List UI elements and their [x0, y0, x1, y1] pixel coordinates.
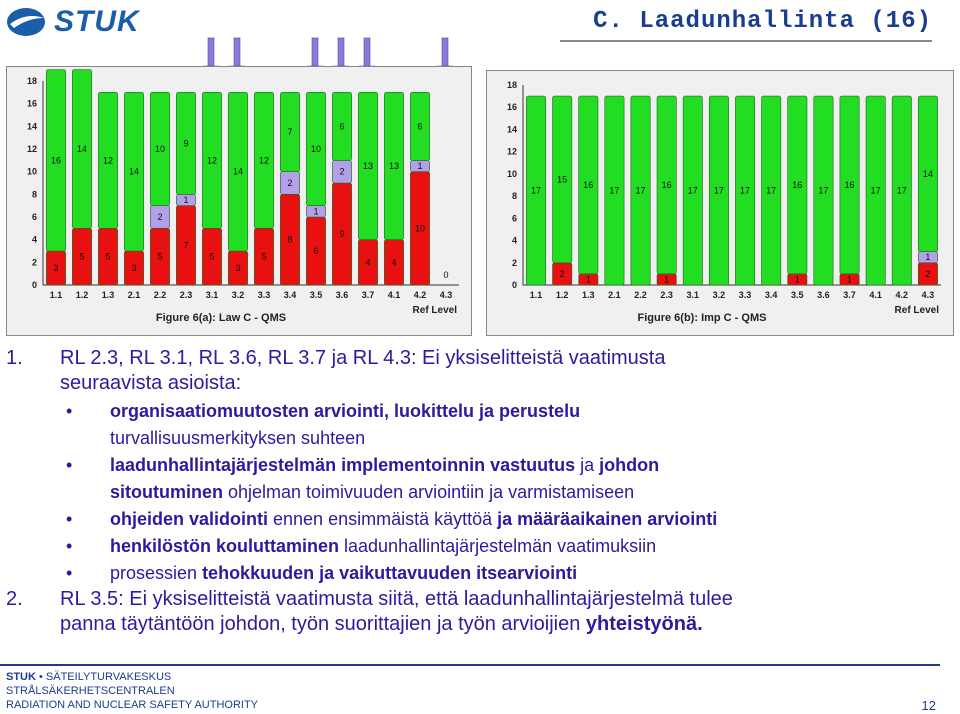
item-2: 2. RL 3.5: Ei yksiselitteistä vaatimusta siitä, että laadunhallintajärjestelmä tulee — [6, 588, 733, 610]
y-tick-label: 10 — [506, 168, 517, 179]
y-tick-label: 18 — [506, 80, 517, 90]
data-label: 17 — [609, 185, 620, 196]
data-label: 1 — [847, 274, 853, 285]
footer-divider — [0, 664, 940, 666]
data-label: 9 — [183, 138, 189, 149]
data-label: 17 — [818, 185, 829, 196]
data-label: 7 — [183, 240, 189, 251]
x-tick-label: 1.2 — [555, 290, 569, 300]
y-tick-label: 18 — [26, 76, 37, 86]
chart-law-c — [6, 66, 472, 336]
item-1-cont: seuraavista asioista: — [60, 372, 242, 394]
x-tick-label: 1.3 — [582, 290, 595, 300]
data-label: 2 — [925, 268, 931, 279]
x-tick-label: 3.4 — [283, 290, 297, 300]
data-label: 1 — [585, 274, 591, 285]
x-tick-label: 3.6 — [817, 290, 830, 300]
findings-list — [6, 346, 946, 637]
x-tick-label: 3.4 — [764, 290, 778, 300]
item-1: 1. RL 2.3, RL 3.1, RL 3.6, RL 3.7 ja RL 4.3: Ei yksiselitteistä vaatimusta — [6, 347, 666, 369]
x-tick-label: 2.2 — [634, 290, 647, 300]
y-tick-label: 6 — [31, 212, 37, 222]
item-2-cont: panna täytäntöön johdon, työn suorittajien ja työn arvioijien yhteistyönä. — [60, 613, 703, 635]
x-tick-label: 3.2 — [231, 290, 245, 300]
data-label: 3 — [53, 263, 59, 273]
data-label: 1 — [794, 274, 800, 285]
x-tick-label: 3.7 — [361, 290, 375, 300]
data-label: 5 — [79, 251, 85, 262]
y-tick-label: 4 — [31, 234, 37, 245]
data-label: 5 — [105, 251, 111, 262]
data-label: 4 — [365, 257, 371, 268]
x-tick-label: 3.1 — [686, 290, 700, 300]
y-tick-label: 12 — [506, 146, 517, 157]
data-label: 16 — [50, 155, 62, 166]
data-label: 4 — [391, 257, 397, 268]
x-tick-label: 2.3 — [179, 290, 193, 300]
data-label: 14 — [128, 166, 140, 177]
y-tick-label: 2 — [511, 257, 517, 268]
data-label: 15 — [557, 174, 568, 185]
data-label: 1 — [664, 274, 670, 285]
data-label: 14 — [76, 144, 88, 154]
bullet-2: • laadunhallintajärjestelmän implementoinnin vastuutus ja johdon sitoutuminen ohjelman toimivuuden arviointiin ja varmistamiseen — [66, 455, 660, 502]
footer: STUK • SÄTEILYTURVAKESKUS STRÅLSÄKERHETSCENTRALEN RADIATION AND NUCLEAR SAFETY AUTHORITY — [6, 671, 259, 711]
title-divider — [560, 40, 932, 42]
x-tick-label: 2.1 — [608, 290, 621, 300]
data-label: 14 — [232, 166, 244, 177]
slide-title: C. Laadunhallinta (16) — [593, 8, 932, 35]
y-tick-label: 14 — [26, 121, 37, 132]
data-label: 0 — [443, 269, 449, 280]
data-label: 1 — [417, 161, 423, 171]
data-label: 10 — [310, 144, 322, 154]
data-label: 13 — [388, 161, 400, 171]
data-label: 10 — [414, 223, 426, 234]
data-label: 13 — [362, 161, 374, 171]
data-label: 2 — [287, 178, 293, 188]
data-label: 2 — [157, 212, 163, 222]
data-label: 6 — [313, 246, 319, 256]
logo-text: STUK — [54, 5, 140, 38]
x-tick-label: 3.6 — [335, 290, 349, 300]
data-label: 16 — [661, 180, 672, 190]
x-tick-label: 4.2 — [413, 290, 427, 300]
y-tick-label: 4 — [511, 235, 517, 246]
x-tick-label: 1.1 — [49, 290, 63, 300]
y-tick-label: 8 — [31, 189, 37, 200]
x-tick-label: 1.3 — [101, 290, 115, 300]
x-axis-label: Ref Level — [412, 305, 457, 316]
stuk-logo — [6, 4, 140, 40]
x-tick-label: 1.1 — [529, 290, 543, 300]
data-label: 3 — [235, 263, 241, 273]
data-label: 2 — [559, 268, 565, 279]
data-label: 17 — [896, 185, 907, 196]
data-label: 6 — [417, 121, 423, 132]
y-tick-label: 8 — [511, 191, 517, 202]
bullet-5: • prosessien tehokkuuden ja vaikuttavuuden itsearviointi — [66, 563, 578, 583]
data-label: 1 — [925, 252, 931, 263]
data-label: 16 — [792, 180, 803, 190]
y-tick-label: 0 — [31, 280, 37, 290]
x-tick-label: 3.5 — [791, 290, 804, 300]
x-tick-label: 3.5 — [309, 290, 323, 300]
data-label: 17 — [687, 185, 698, 196]
x-tick-label: 4.3 — [921, 290, 935, 300]
x-tick-label: 4.1 — [387, 290, 401, 300]
data-label: 1 — [313, 206, 319, 217]
data-label: 17 — [740, 185, 751, 196]
data-label: 5 — [209, 251, 215, 262]
data-label: 14 — [922, 168, 933, 179]
data-label: 9 — [339, 229, 345, 239]
data-label: 10 — [154, 144, 166, 154]
data-label: 5 — [261, 251, 267, 262]
x-tick-label: 2.3 — [660, 290, 673, 300]
chart-title: Figure 6(b): Imp C - QMS — [637, 312, 767, 324]
y-tick-label: 10 — [26, 166, 37, 177]
y-tick-label: 14 — [506, 124, 517, 135]
bullet-3: • ohjeiden validointi ennen ensimmäistä käyttöä ja määräaikainen arviointi — [66, 509, 718, 529]
data-label: 7 — [287, 127, 293, 137]
data-label: 5 — [157, 251, 163, 262]
x-tick-label: 2.1 — [127, 290, 141, 300]
x-tick-label: 3.7 — [843, 290, 856, 300]
y-tick-label: 6 — [511, 213, 517, 224]
data-label: 6 — [339, 121, 345, 132]
data-label: 16 — [583, 180, 594, 190]
x-tick-label: 3.2 — [712, 290, 726, 300]
y-tick-label: 16 — [506, 102, 517, 113]
bullet-1: • organisaatiomuutosten arviointi, luokittelu ja perustelu turvallisuusmerkityksen suhteen — [66, 401, 581, 448]
data-label: 2 — [339, 166, 345, 177]
data-label: 12 — [102, 155, 114, 166]
x-tick-label: 4.2 — [895, 290, 909, 300]
data-label: 17 — [635, 185, 646, 196]
data-label: 12 — [206, 155, 218, 166]
x-tick-label: 4.3 — [439, 290, 453, 300]
y-tick-label: 2 — [31, 257, 37, 268]
chart-imp-c — [486, 70, 954, 336]
stuk-emblem-icon — [6, 6, 50, 38]
x-tick-label: 3.3 — [738, 290, 752, 300]
data-label: 1 — [183, 195, 189, 205]
x-tick-label: 2.2 — [153, 290, 167, 300]
data-label: 16 — [844, 180, 855, 190]
data-label: 12 — [258, 155, 270, 166]
x-tick-label: 3.3 — [257, 290, 271, 300]
x-tick-label: 3.1 — [205, 290, 219, 300]
y-tick-label: 12 — [26, 144, 37, 154]
data-label: 17 — [531, 185, 542, 196]
x-axis-label: Ref Level — [894, 305, 939, 316]
x-tick-label: 1.2 — [75, 290, 89, 300]
y-tick-label: 16 — [26, 98, 37, 109]
data-label: 3 — [131, 263, 137, 273]
x-tick-label: 4.1 — [869, 290, 882, 300]
chart-title: Figure 6(a): Law C - QMS — [155, 312, 287, 324]
data-label: 17 — [713, 185, 724, 196]
data-label: 17 — [870, 185, 881, 196]
page-number: 12 — [921, 698, 936, 713]
y-tick-label: 0 — [511, 280, 517, 290]
data-label: 17 — [766, 185, 777, 196]
bullet-4: • henkilöstön kouluttaminen laadunhallintajärjestelmän vaatimuksiin — [66, 536, 657, 556]
data-label: 8 — [287, 234, 293, 245]
